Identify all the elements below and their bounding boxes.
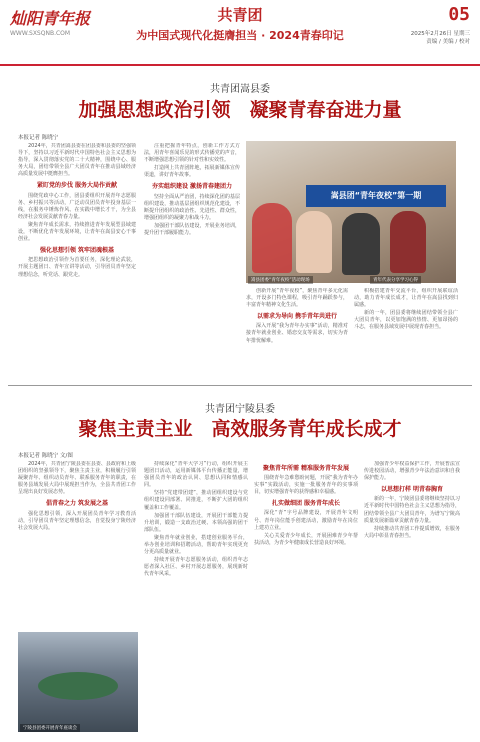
article2-byline: 本报记者 陈晓宁 文/图 [18, 453, 73, 459]
article1-photo-caption-right: 青年代表分享学习心得 [370, 276, 421, 284]
article1-section: 共青团嵩县委 [210, 84, 270, 95]
photo-figure-2 [296, 211, 332, 273]
article-divider [8, 385, 472, 386]
photo-figure-4 [390, 211, 426, 273]
article2-col1: 2024年，共青团宁陵县委在县委、县政府和上级团组织的坚强领导下，聚焦主责主业，积极履行引领凝聚青年、组织动员青年、联系服务青年的职责，在服务县域发展大局中展现担当作为，全县共青团工作呈现出良好发展态势。 倡青春之力 筑发展之基 强化思想引领，深入开展团员青年学习教育活动，引导团员青年坚定理想信念，自觉投身宁陵经济社会发展大局。 [18, 461, 136, 531]
page-number: 05 [448, 4, 470, 25]
masthead [0, 0, 480, 66]
photo-meeting-table [38, 672, 118, 700]
column-name: 共青团 [217, 6, 263, 24]
article2-col3: 聚焦青年所需 精准服务青年发展 围绕青年急难愁盼问题，开展“我为青年办实事”实践活动，实施一批服务青年的实事项目，切实增强青年的获得感和幸福感。 扎实做细团 服务青年成长 深化“青”字号品牌建设，开展青年文明号、青年岗位能手创建活动，激励青年在岗位上建功立业。 关心关爱青少年成长，开展困难青少年帮扶活动，为青少年健康成长营造良好环境。 [254, 465, 358, 546]
article1-photo [246, 141, 456, 283]
article1-subhead-3: 夯实组织建设 激扬青春建团力 [151, 183, 233, 191]
article2-subhead-4: 以思想打样 明青春胸育 [380, 486, 444, 494]
article1-subhead-2: 强化思想引领 筑牢团魂根基 [39, 247, 115, 255]
pub-date: 2025年2月26日 星期三 [410, 31, 470, 37]
article2-section: 共青团宁陵县委 [205, 404, 275, 415]
article1-photo-caption-left: 嵩县团委“青年夜校”活动现场 [248, 276, 313, 284]
article2-subhead-3: 扎实做细团 服务青年成长 [271, 500, 341, 508]
article1-headline: 加强思想政治引领 凝聚青春奋进力量 [78, 99, 402, 121]
photo-banner: 嵩县团“青年夜校”第一期 [306, 185, 446, 207]
newspaper-url: WWW.SXSQNB.COM [10, 30, 71, 37]
article2-photo-caption: 宁陵县团委开展青年座谈会 [20, 724, 80, 732]
article1-subhead-4: 以需求为导向 携手青年共进行 [256, 313, 338, 321]
article2-col4: 加强青少年权益保护工作，开展普法宣传进校园活动，增强青少年法治意识和自我保护能力。 以思想打样 明青春胸育 新的一年，宁陵团县委将继续坚持以习近平新时代中国特色社会主义思想为指导，团结带领全县广大团员青年，为谱写宁陵高质量发展新篇章贡献青春力量。 持续推动共青团工作提质增效，在服务大局中彰显青春担当。 [364, 461, 460, 539]
newspaper-logo: 灿阳青年报 [10, 9, 91, 28]
article1-subhead-1: 紧盯党的步伐 服务大局作贡献 [36, 182, 118, 190]
article1-byline: 本报记者 陈晓宁 [18, 135, 59, 141]
article1-col2: 注重把握青年特点，创新工作方式方法，用青年喜闻乐见的形式传播党的声音，不断增强思想引领的针对性和实效性。 打造网上共青团阵地，拓展新媒体宣传渠道，讲好青年故事。 夯实组织建设 激扬青春建团力 坚持全面从严治团，持续深化团的基层组织建设，推动基层团组织规范化建设，不断提升团组织的政治性、先进性、群众性，增强团组织的凝聚力和战斗力。 加强团干部队伍建设，开展业务培训，提升团干部履职能力。 [144, 143, 240, 237]
article2-subhead-2: 聚焦青年所需 精准服务青年发展 [262, 465, 350, 472]
article1-col1: 2024年，共青团嵩县委在团县委和县委的坚强领导下，坚持以习近平新时代中国特色社会主义思想为指导，深入贯彻落实党的二十大精神，围绕中心、服务大局，团结带领全县广大团员青年在推动县域经济高质量发展中挺膺担当。 紧盯党的步伐 服务大局作贡献 围绕党政中心工作，团县委组织开展青年志愿服务、乡村振兴等活动，广泛动员团员青年投身基层一线，在服务中锤炼作风、在实践中增长才干，为全县经济社会发展贡献青春力量。 聚焦青年成长需求，持续推进青年发展型县域建设，不断优化青年发展环境，让青年在嵩县安心干事创业。 强化思想引领 筑牢团魂根基 把思想政治引领作为首要任务，深化理论武装，开展主题团日、青年宣讲等活动，引导团员青年坚定理想信念，听党话、跟党走。 [18, 143, 136, 278]
article2-col2: 持续深化“青年大学习”行动，组织开展主题团日活动，运用新媒体平台传播正能量，增强团员青年的政治认同、思想认同和情感认同。 坚持“党建带团建”，推动团组织建设与党组织建设同部署、同推进，不断扩大团的组织覆盖和工作覆盖。 加强团干部队伍建设，开展团干部能力提升培训，锻造一支政治过硬、本领高强的团干部队伍。 聚焦青年就业创业，搭建创业服务平台，举办创业培训和招聘活动，帮助青年实现更充分更高质量就业。 持续开展青年志愿服务活动，组织青年志愿者深入社区、乡村开展志愿服务，展现新时代青年风采。 [144, 461, 248, 578]
photo-figure-3 [342, 213, 380, 275]
article2-subhead-1: 倡青春之力 筑发展之基 [45, 500, 109, 508]
article1-col3: 创新开展“青年夜校”，聚焦青年多元化需求，开设多门特色课程，吸引青年踊跃参与，丰富青年精神文化生活。 以需求为导向 携手青年共进行 深入开展“我为青年办实事”活动，精准对接青年就业创业、婚恋交友等需求，切实为青年排忧解难。 [246, 288, 348, 344]
photo-figure-1 [252, 203, 292, 273]
pub-editor: 责编 / 美编 / 校对 [426, 39, 470, 45]
article1-col4: 积极搭建青年交流平台，组织开展联谊活动，助力青年成长成才，让青年在嵩县找到归属感。 新的一年，团县委将继续团结带领全县广大团员青年，以更加饱满的热情、更加昂扬的斗志，在服务县域发展中展现青春担当。 [354, 288, 458, 331]
column-slogan: 为中国式现代化挺膺担当 · 2024青春印记 [136, 29, 344, 42]
article2-photo [18, 632, 138, 732]
publication-info [411, 30, 470, 46]
article2-headline: 聚焦主责主业 高效服务青年成长成才 [78, 418, 402, 440]
